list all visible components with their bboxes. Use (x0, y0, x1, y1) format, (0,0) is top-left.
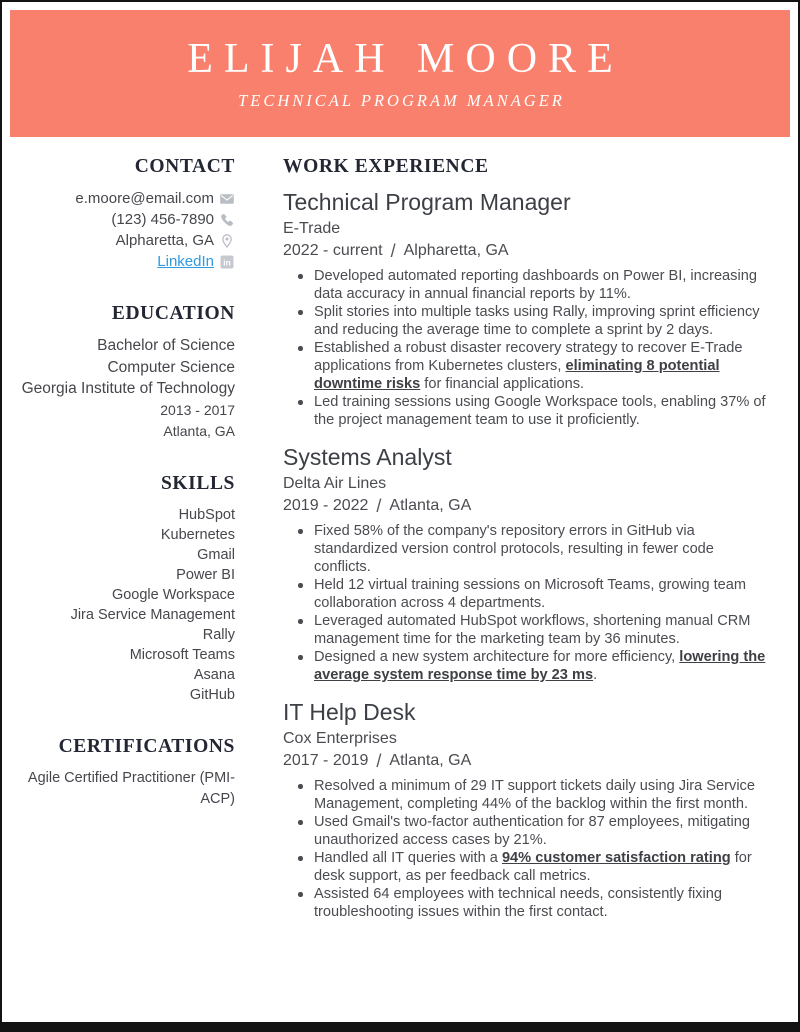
education-degree: Bachelor of Science (97, 337, 235, 354)
bullet-text: Developed automated reporting dashboards on Power BI, increasing data accuracy in annual financial reports by 11%. (314, 268, 757, 302)
bullet-text: . (593, 667, 598, 683)
work-experience-heading: WORK EXPERIENCE (283, 156, 489, 177)
slash-separator: / (376, 751, 382, 771)
skill-item: Google Workspace (111, 586, 235, 603)
education-heading: EDUCATION (111, 303, 235, 324)
job-bullet (283, 576, 770, 612)
bullet-text: Split stories into multiple tasks using Rally, improving sprint efficiency and reducing the average time to complete a sprint by 2 days. (314, 304, 760, 338)
skill-item: Power BI (176, 566, 235, 583)
education-section (10, 302, 235, 442)
contact-item (10, 188, 235, 209)
candidate-job-title: TECHNICAL PROGRAM MANAGER (238, 91, 565, 111)
skill-item: HubSpot (178, 506, 235, 523)
bullet-text: Fixed 58% of the company's repository errors in GitHub via standardized version control protocols, resulting in fewer code conflicts. (314, 523, 714, 575)
slash-separator: / (376, 496, 382, 516)
job-dates-location (283, 750, 770, 772)
resume-header (10, 10, 790, 137)
contact-label: (123) 456-7890 (111, 211, 214, 228)
job-bullet (283, 648, 770, 684)
education-entry (10, 335, 235, 442)
contact-section (10, 155, 235, 272)
bullet-text: Leveraged automated HubSpot workflows, shortening manual CRM management time for the marketing team by 36 minutes. (314, 613, 751, 647)
job-dates: 2017 - 2019 (283, 752, 369, 769)
slash-separator: / (390, 241, 396, 261)
job-dates: 2019 - 2022 (283, 497, 369, 514)
work-experience-section (283, 155, 770, 921)
skills-list (10, 505, 235, 705)
job-bullets (283, 777, 770, 921)
contact-item (10, 230, 235, 251)
skill-item: GitHub (189, 686, 235, 703)
job-bullet (283, 777, 770, 813)
job-title: Systems Analyst (283, 444, 452, 470)
skill-item: Microsoft Teams (129, 646, 235, 663)
job-location: Atlanta, GA (389, 752, 472, 769)
skills-section (10, 472, 235, 705)
location-icon (219, 233, 235, 249)
certifications-list (10, 768, 235, 810)
bullet-highlight: eliminating 8 potential downtime risks (314, 358, 720, 392)
job-bullet (283, 612, 770, 648)
job-bullet (283, 849, 770, 885)
skill-item: Rally (202, 626, 235, 643)
skill-item: Gmail (197, 546, 235, 563)
contact-list (10, 188, 235, 272)
job-bullet (283, 522, 770, 576)
certifications-section (10, 735, 235, 810)
bullet-text: Assisted 64 employees with technical needs, consistently fixing troubleshooting issues within the first contact. (314, 886, 723, 920)
job-company: Delta Air Lines (283, 475, 387, 492)
education-location: Atlanta, GA (163, 422, 235, 439)
bullet-text: for financial applications. (420, 376, 585, 392)
bullet-text: for desk support, as per feedback call metrics. (314, 850, 752, 884)
education-years: 2013 - 2017 (160, 401, 235, 418)
education-major: Computer Science (107, 358, 235, 376)
job-bullet (283, 813, 770, 849)
contact-label: Alpharetta, GA (115, 232, 214, 249)
job-dates: 2022 - current (283, 242, 383, 259)
education-school: Georgia Institute of Technology (21, 380, 235, 397)
job-title: Technical Program Manager (283, 189, 571, 215)
bullet-highlight: lowering the average system response time by 23 ms (314, 649, 766, 683)
job-dates-location (283, 240, 770, 262)
job-bullet (283, 267, 770, 303)
job-bullet (283, 393, 770, 429)
job-company: Cox Enterprises (283, 730, 397, 747)
job-list (283, 188, 770, 921)
email-icon (219, 191, 235, 207)
resume-body (10, 155, 790, 921)
bullet-text: Used Gmail's two-factor authentication for 87 employees, mitigating unauthorized access cases by 21%. (314, 814, 750, 848)
bullet-text: Led training sessions using Google Workspace tools, enabling 37% of the project management team to use it proficiently. (314, 394, 766, 428)
phone-icon (219, 212, 235, 228)
candidate-name: ELIJAH MOORE (187, 35, 624, 82)
skills-heading: SKILLS (160, 472, 235, 494)
certification-item: Agile Certified Practitioner (PMI-ACP) (27, 769, 235, 807)
job-entry (283, 698, 770, 921)
linkedin-icon (219, 254, 235, 270)
bullet-text: Resolved a minimum of 29 IT support tickets daily using Jira Service Management, completing 44% of the backlog within the first month. (314, 778, 755, 812)
job-location: Atlanta, GA (389, 497, 472, 514)
linkedin-link[interactable]: LinkedIn (157, 253, 214, 270)
job-entry (283, 443, 770, 684)
job-bullet (283, 339, 770, 393)
svg-text:in: in (223, 257, 231, 268)
job-bullets (283, 267, 770, 429)
certifications-heading: CERTIFICATIONS (58, 735, 235, 757)
job-location: Alpharetta, GA (403, 242, 509, 259)
job-entry (283, 188, 770, 429)
job-bullet (283, 303, 770, 339)
contact-heading: CONTACT (134, 156, 235, 177)
bullet-text: Designed a new system architecture for more efficiency, (314, 649, 680, 665)
job-bullets (283, 522, 770, 684)
bullet-text: Handled all IT queries with a (314, 850, 502, 866)
job-title: IT Help Desk (283, 699, 416, 725)
bullet-text: Held 12 virtual training sessions on Microsoft Teams, growing team collaboration across 4 departments. (314, 577, 747, 611)
job-dates-location (283, 495, 770, 517)
contact-item (10, 209, 235, 230)
bullet-text: Established a robust disaster recovery strategy to recover E-Trade applications from Kubernetes clusters, (314, 340, 743, 374)
skill-item: Kubernetes (160, 526, 235, 543)
job-bullet (283, 885, 770, 921)
job-company: E-Trade (283, 220, 341, 237)
bullet-highlight: 94% customer satisfaction rating (501, 850, 731, 866)
contact-item (10, 251, 235, 272)
sidebar (10, 155, 235, 921)
skill-item: Jira Service Management (70, 606, 235, 623)
contact-label: e.moore@email.com (75, 190, 214, 207)
skill-item: Asana (193, 666, 235, 683)
